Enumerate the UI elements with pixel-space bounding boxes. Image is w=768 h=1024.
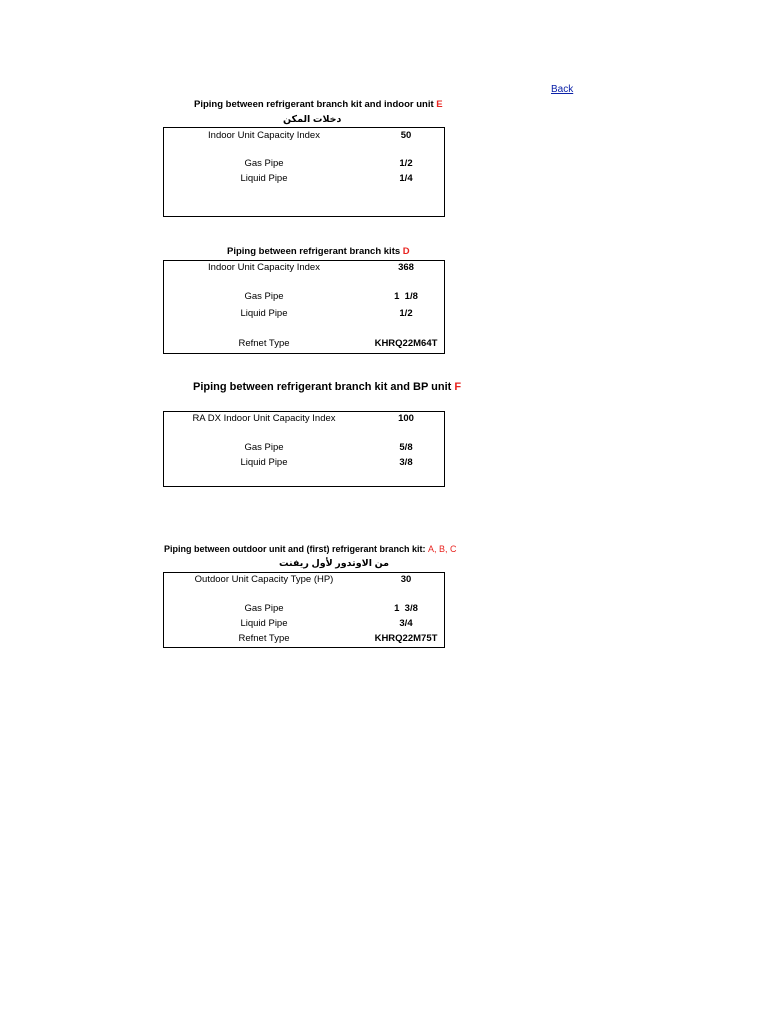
table-row bbox=[164, 261, 444, 275]
row-label: RA DX Indoor Unit Capacity Index bbox=[192, 413, 336, 424]
section-abc-letters: A, B, C bbox=[428, 544, 457, 554]
table-row bbox=[164, 290, 444, 304]
row-value: 100 bbox=[398, 413, 414, 424]
table-row bbox=[164, 337, 444, 351]
table-row bbox=[164, 602, 444, 616]
row-label: Liquid Pipe bbox=[240, 173, 288, 184]
row-value: 50 bbox=[400, 130, 412, 141]
section-e-letter: E bbox=[436, 99, 443, 110]
row-value: 5/8 bbox=[399, 442, 413, 453]
row-label: Liquid Pipe bbox=[240, 457, 288, 468]
row-label: Gas Pipe bbox=[244, 442, 284, 453]
row-value: 1/4 bbox=[399, 173, 413, 184]
row-value: 1 3/8 bbox=[394, 603, 418, 614]
table-row bbox=[164, 617, 444, 631]
section-abc-title-text: Piping between outdoor unit and (first) refrigerant branch kit: bbox=[164, 544, 426, 554]
section-d-title-text: Piping between refrigerant branch kits bbox=[227, 246, 401, 257]
section-abc-title bbox=[164, 544, 457, 554]
table-row bbox=[164, 129, 444, 143]
row-value: 3/8 bbox=[399, 457, 413, 468]
section-d-letter: D bbox=[402, 246, 410, 257]
row-value: KHRQ22M75T bbox=[374, 633, 438, 644]
row-label: Liquid Pipe bbox=[240, 618, 288, 629]
row-label: Indoor Unit Capacity Index bbox=[208, 130, 320, 141]
section-d-title bbox=[227, 246, 410, 257]
table-row bbox=[164, 157, 444, 171]
section-e-title-text: Piping between refrigerant branch kit and indoor unit bbox=[194, 99, 434, 110]
table-row bbox=[164, 456, 444, 470]
row-value: 30 bbox=[400, 574, 412, 585]
row-value: 3/4 bbox=[399, 618, 413, 629]
table-row bbox=[164, 632, 444, 646]
row-value: 1/2 bbox=[399, 158, 413, 169]
section-abc-arabic: من الاوتدور لأول ريفنت bbox=[279, 558, 390, 569]
row-value: KHRQ22M64T bbox=[374, 338, 438, 349]
row-label: Gas Pipe bbox=[244, 603, 284, 614]
row-label: Liquid Pipe bbox=[240, 308, 288, 319]
section-f-letter: F bbox=[454, 381, 462, 393]
section-f-title-text: Piping between refrigerant branch kit and BP unit bbox=[193, 381, 452, 393]
table-row bbox=[164, 307, 444, 321]
table-row bbox=[164, 412, 444, 426]
table-row bbox=[164, 172, 444, 186]
row-label: Indoor Unit Capacity Index bbox=[208, 262, 320, 273]
row-value: 368 bbox=[398, 262, 414, 273]
row-label: Outdoor Unit Capacity Type (HP) bbox=[194, 574, 334, 585]
row-label: Refnet Type bbox=[238, 633, 290, 644]
section-abc-table bbox=[163, 572, 445, 648]
section-d-table bbox=[163, 260, 445, 354]
back-link[interactable]: Back bbox=[551, 84, 574, 95]
row-value: 1 1/8 bbox=[394, 291, 418, 302]
section-e-arabic: دخلات المكن bbox=[283, 114, 342, 125]
section-f-title bbox=[193, 381, 461, 393]
row-label: Gas Pipe bbox=[244, 291, 284, 302]
table-row bbox=[164, 441, 444, 455]
row-value: 1/2 bbox=[399, 308, 413, 319]
section-e-table bbox=[163, 127, 445, 217]
section-f-table bbox=[163, 411, 445, 487]
row-label: Refnet Type bbox=[238, 338, 290, 349]
table-row bbox=[164, 573, 444, 587]
section-e-title bbox=[194, 99, 443, 110]
row-label: Gas Pipe bbox=[244, 158, 284, 169]
